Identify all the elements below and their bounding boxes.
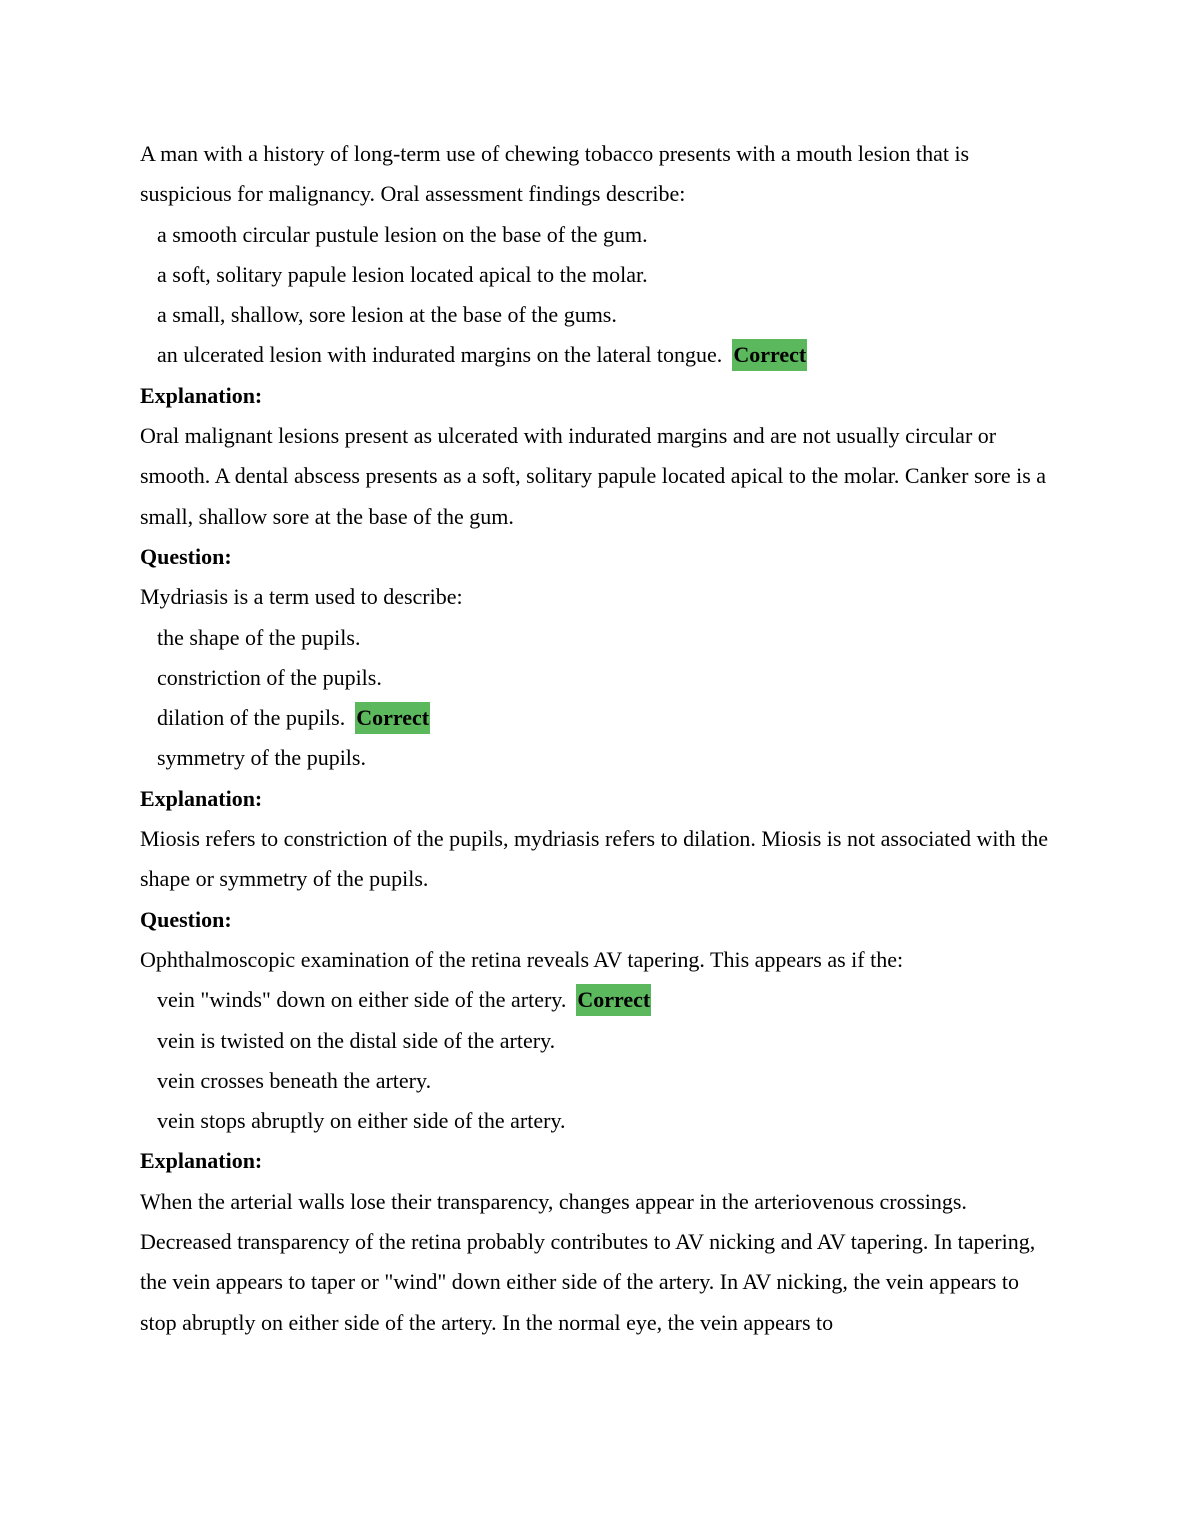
question-block: [140, 537, 1060, 900]
answer-option-correct: [140, 698, 1060, 738]
question-block: [140, 900, 1060, 1343]
explanation-text: When the arterial walls lose their transparency, changes appear in the arteriovenous crossings. Decreased transparency of the retina probably contributes to AV nicking and AV tapering. In tapering, the vein appears to taper or "wind" down either side of the artery. In AV nicking, the vein appears to stop abruptly on either side of the artery. In the normal eye, the vein appears to: [140, 1188, 1036, 1335]
explanation-heading: Explanation:: [140, 1148, 263, 1174]
option-text: vein "winds" down on either side of the artery.: [157, 987, 567, 1013]
correct-badge: Correct: [576, 984, 651, 1016]
option-text: a soft, solitary papule lesion located apical to the molar.: [157, 261, 648, 287]
option-text: an ulcerated lesion with indurated margins on the lateral tongue.: [157, 342, 723, 368]
explanation-text: Miosis refers to constriction of the pupils, mydriasis refers to dilation. Miosis is not associated with the shape or symmetry of the pupils.: [140, 826, 1048, 892]
question-stem: Mydriasis is a term used to describe:: [140, 584, 463, 610]
option-text: vein crosses beneath the artery.: [157, 1067, 432, 1093]
option-text: vein stops abruptly on either side of the artery.: [157, 1108, 566, 1134]
answer-option: [140, 658, 1060, 698]
answer-option: [140, 738, 1060, 778]
question-stem: Ophthalmoscopic examination of the retina reveals AV tapering. This appears as if the:: [140, 946, 904, 972]
question-block: [140, 134, 1060, 537]
option-text: a smooth circular pustule lesion on the base of the gum.: [157, 221, 648, 247]
question-heading: Question:: [140, 906, 232, 932]
correct-badge: Correct: [732, 339, 807, 371]
answer-option: [140, 1061, 1060, 1101]
question-heading: Question:: [140, 543, 232, 569]
answer-option: [140, 255, 1060, 295]
correct-badge: Correct: [355, 702, 430, 734]
answer-option: [140, 1101, 1060, 1141]
answer-option-correct: [140, 980, 1060, 1020]
document-page: [140, 134, 1060, 1343]
answer-option: [140, 618, 1060, 658]
question-stem: A man with a history of long-term use of chewing tobacco presents with a mouth lesion that is suspicious for malignancy. Oral assessment findings describe:: [140, 141, 970, 207]
option-text: symmetry of the pupils.: [157, 745, 366, 771]
option-text: the shape of the pupils.: [157, 624, 361, 650]
answer-option: [140, 295, 1060, 335]
option-text: constriction of the pupils.: [157, 664, 382, 690]
explanation-heading: Explanation:: [140, 785, 263, 811]
explanation-heading: Explanation:: [140, 382, 263, 408]
answer-option-correct: [140, 335, 1060, 375]
option-text: dilation of the pupils.: [157, 705, 346, 731]
explanation-text: Oral malignant lesions present as ulcerated with indurated margins and are not usually circular or smooth. A dental abscess presents as a soft, solitary papule located apical to the molar. Canker sore is a small, shallow sore at the base of the gum.: [140, 423, 1047, 529]
option-text: vein is twisted on the distal side of the artery.: [157, 1027, 556, 1053]
answer-option: [140, 1021, 1060, 1061]
answer-option: [140, 215, 1060, 255]
option-text: a small, shallow, sore lesion at the base of the gums.: [157, 302, 617, 328]
